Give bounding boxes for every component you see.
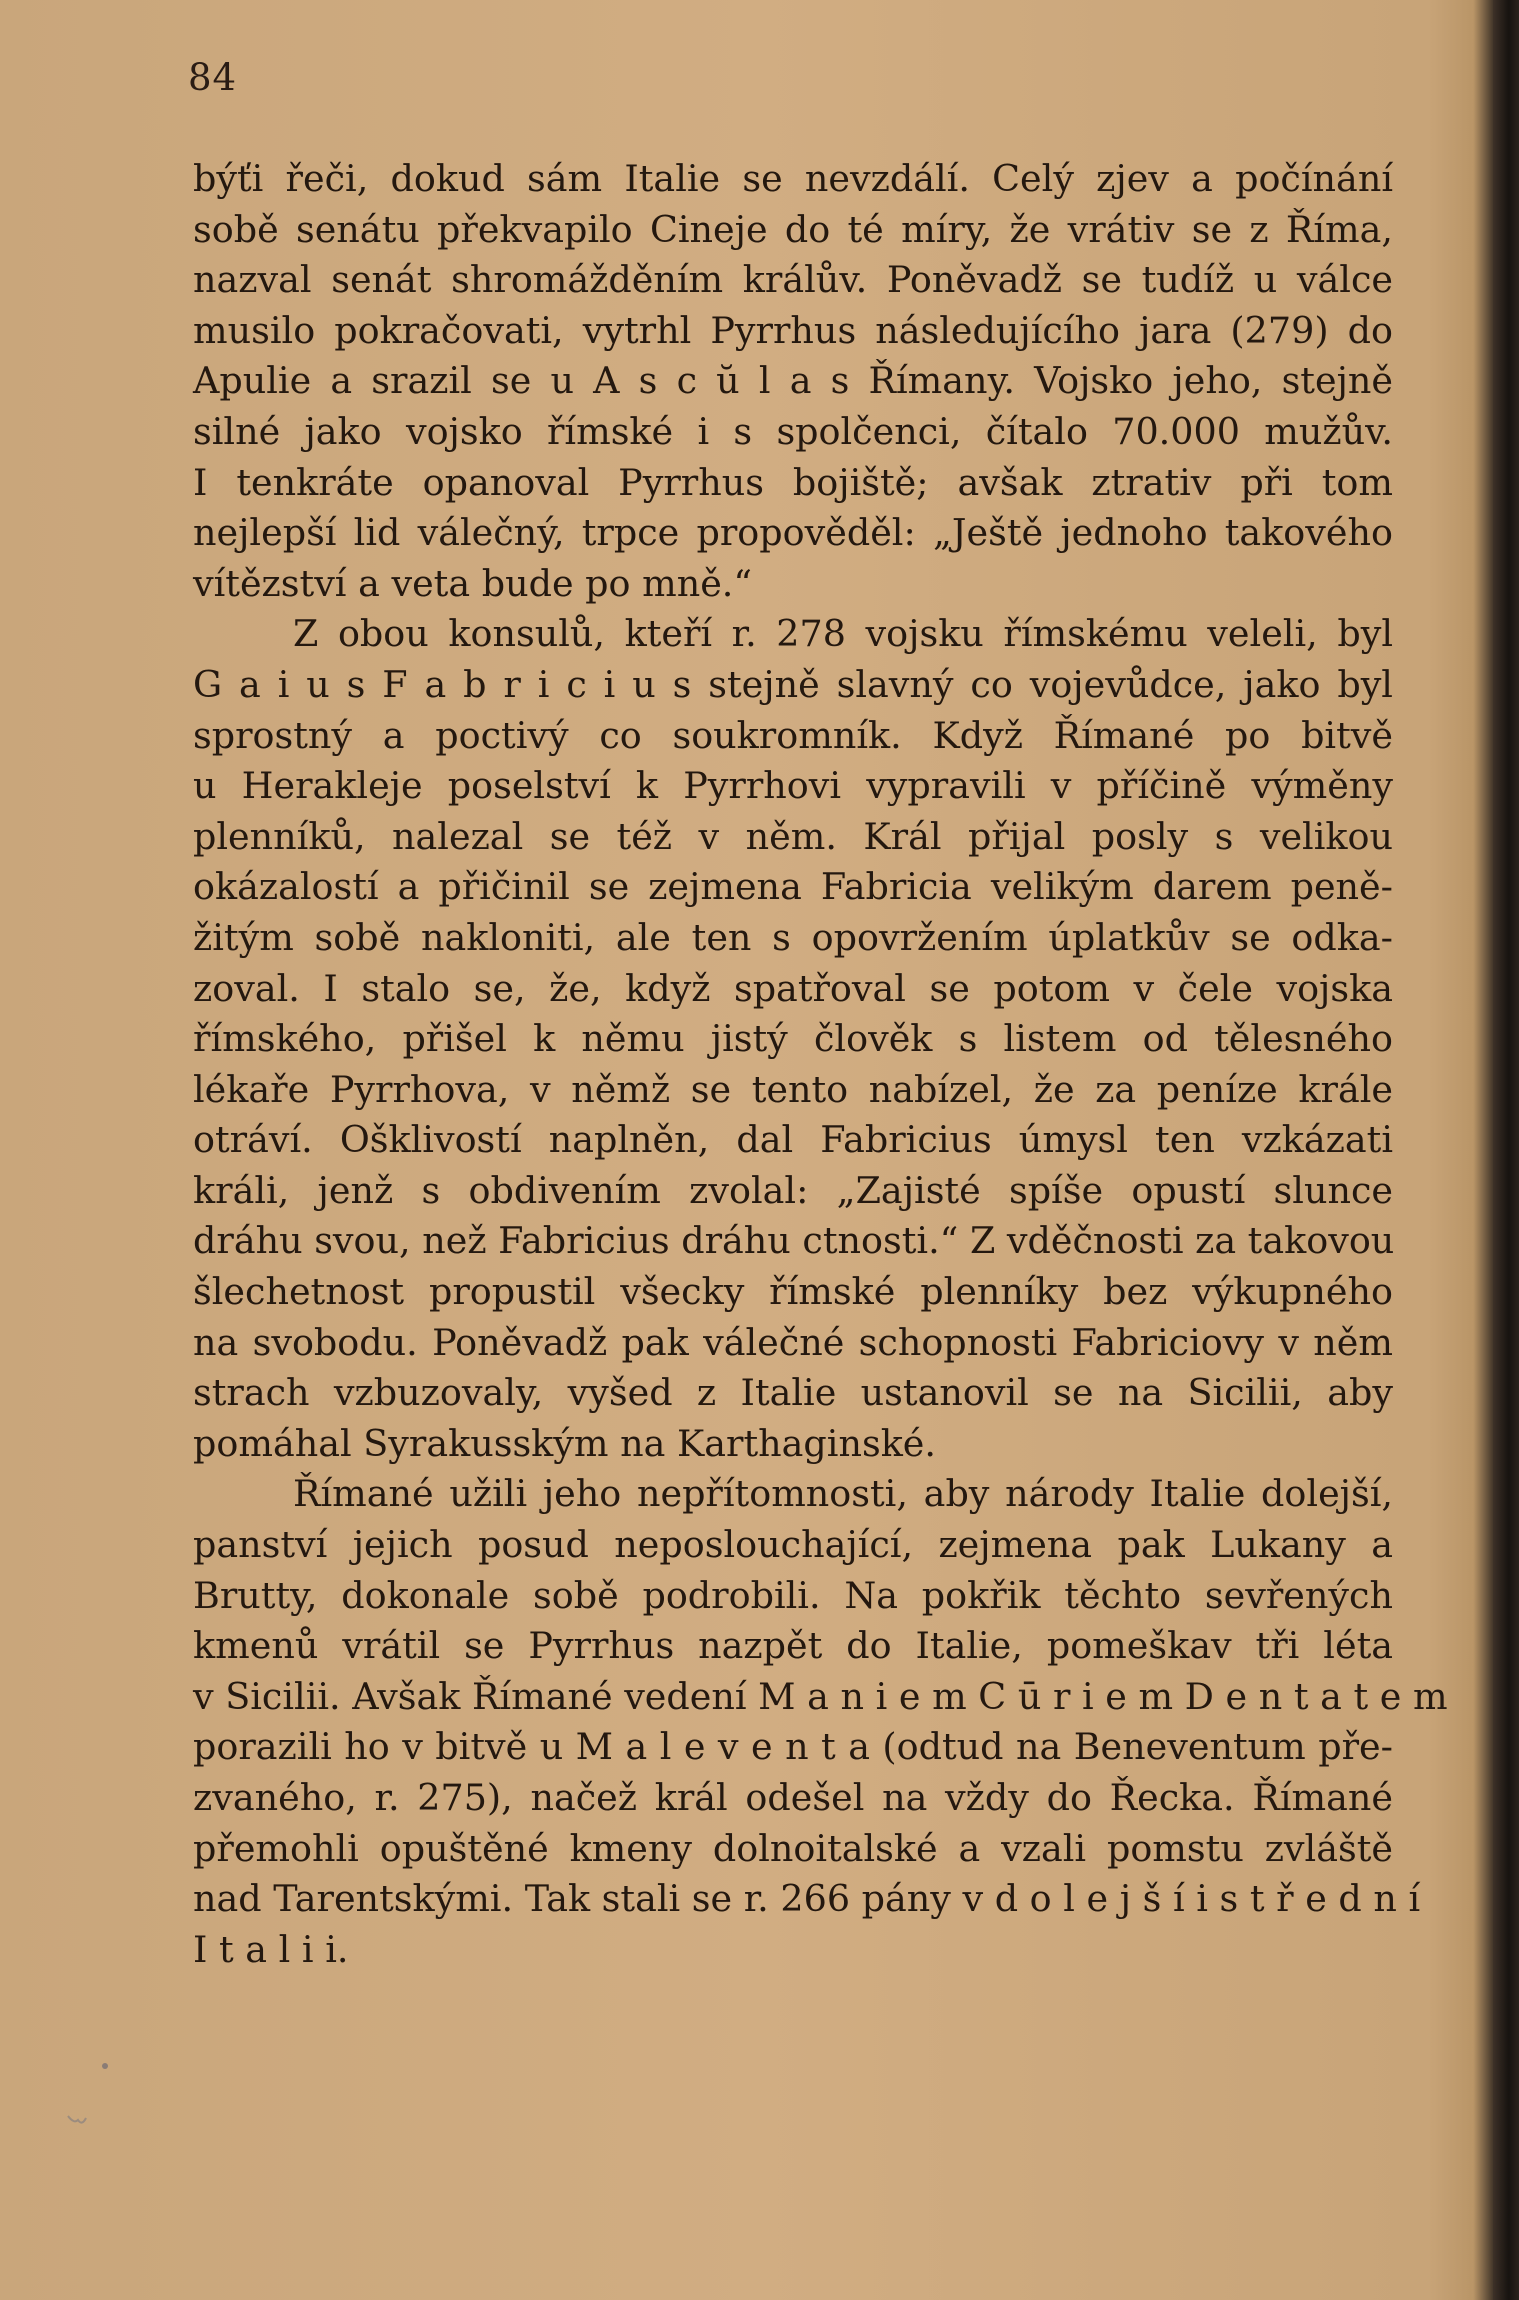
text-line: u Herakleje poselství k Pyrrhovi vypravili v příčině výměny [193, 764, 1393, 808]
text-line: okázalostí a přičinil se zejmena Fabricia velikým darem peně- [193, 865, 1393, 909]
book-spine-shadow [1493, 0, 1519, 2300]
text-line: dráhu svou, než Fabricius dráhu ctnosti.“ Z vděčnosti za takovou [193, 1219, 1395, 1263]
text-line: zoval. I stalo se, že, když spatřoval se potom v čele vojska [193, 966, 1393, 1010]
text-line: Brutty, dokonale sobě podrobili. Na pokřik těchto sevřených [193, 1573, 1393, 1617]
text-line: šlechetnost propustil všecky římské plenníky bez výkupného [193, 1270, 1393, 1314]
text-line: I t a l i i. [193, 1927, 349, 1971]
text-line: sobě senátu překvapilo Cineje do té míry, že vrátiv se z Říma, [193, 207, 1393, 251]
text-line: nazval senát shromážděním králův. Poněvadž se tudíž u válce [193, 258, 1393, 302]
text-line: Římané užili jeho nepřítomnosti, aby národy Italie dolejší, [293, 1472, 1393, 1516]
text-line: býťi řeči, dokud sám Italie se nevzdálí. Celý zjev a počínání [193, 157, 1393, 200]
ink-stain-mark [60, 2060, 110, 2140]
text-line: na svobodu. Poněvadž pak válečné schopnosti Fabriciovy v něm [193, 1320, 1393, 1364]
text-line: pomáhal Syrakusským na Karthaginské. [193, 1421, 937, 1465]
text-line: lékaře Pyrrhova, v němž se tento nabízel, že za peníze krále [193, 1067, 1393, 1111]
text-line: plenníků, nalezal se též v něm. Král přijal posly s velikou [193, 814, 1393, 858]
text-line: sprostný a poctivý co soukromník. Když Římané po bitvě [193, 713, 1393, 757]
text-line: nejlepší lid válečný, trpce propověděl: „Ještě jednoho takového [193, 511, 1393, 555]
text-line: v Sicilii. Avšak Římané vedení M a n i e m C ū r i e m D e n t a t e m [193, 1674, 1448, 1718]
text-line: králi, jenž s obdivením zvolal: „Zajisté spíše opustí slunce [193, 1168, 1393, 1212]
text-line: kmenů vrátil se Pyrrhus nazpět do Italie, pomeškav tři léta [193, 1624, 1393, 1668]
page-number: 84 [188, 56, 238, 99]
text-line: nad Tarentskými. Tak stali se r. 266 pány v d o l e j š í i s t ř e d n í [193, 1877, 1421, 1921]
body-text [193, 154, 1448, 1975]
text-line: strach vzbuzovaly, vyšed z Italie ustanovil se na Sicilii, aby [193, 1371, 1393, 1415]
text-line: římského, přišel k němu jistý člověk s listem od tělesného [193, 1017, 1393, 1061]
text-line: otráví. Ošklivostí naplněn, dal Fabricius úmysl ten vzkázati [193, 1118, 1393, 1162]
text-line: Apulie a srazil se u A s c ŭ l a s Římany. Vojsko jeho, stejně [193, 359, 1393, 403]
text-line: G a i u s F a b r i c i u s stejně slavný co vojevůdce, jako byl [193, 662, 1393, 706]
text-line: porazili ho v bitvě u M a l e v e n t a (odtud na Beneventum pře- [193, 1725, 1393, 1769]
text-line: zvaného, r. 275), načež král odešel na vždy do Řecka. Římané [193, 1776, 1393, 1819]
text-line: vítězství a veta bude po mně.“ [193, 561, 753, 605]
text-line: Z obou konsulů, kteří r. 278 vojsku římskému veleli, byl [293, 612, 1393, 656]
text-line: musilo pokračovati, vytrhl Pyrrhus následujícího jara (279) do [193, 308, 1393, 352]
text-line: žitým sobě nakloniti, ale ten s opovržením úplatkův se odka- [193, 915, 1393, 959]
text-line: silné jako vojsko římské i s spolčenci, čítalo 70.000 mužův. [193, 409, 1393, 453]
text-line: přemohli opuštěné kmeny dolnoitalské a vzali pomstu zvláště [193, 1826, 1393, 1870]
text-line: panství jejich posud neposlouchající, zejmena pak Lukany a [193, 1523, 1393, 1567]
text-line: I tenkráte opanoval Pyrrhus bojiště; avšak ztrativ při tom [193, 460, 1393, 504]
